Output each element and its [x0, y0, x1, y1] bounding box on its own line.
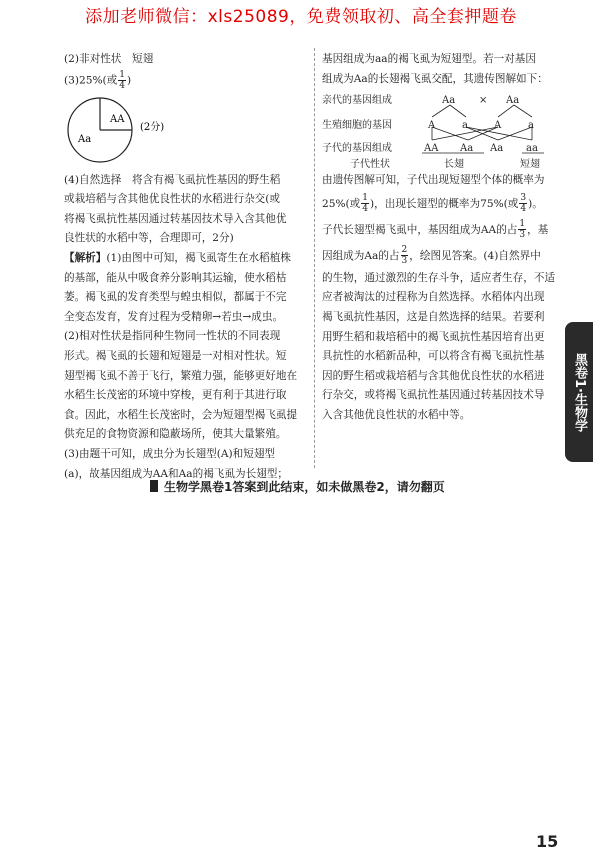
fraction: [401, 245, 409, 266]
text: )。: [528, 197, 543, 210]
end-notice: [150, 478, 445, 495]
analysis-text: (1)由图中可知，褐飞虱寄生在水稻植株: [106, 252, 291, 265]
answer-3: [64, 70, 304, 91]
text: ，绘图见答案。(4)自然界中: [409, 249, 541, 262]
notice-mark-icon: [150, 480, 158, 492]
right-column: [322, 50, 560, 426]
right-line: 组成为Aa的长翅褐飞虱交配，其遗传图解如下：: [322, 72, 548, 85]
answer-3-close: ): [127, 74, 132, 87]
answer-4-line: 或栽培稻与含其他优良性状的水稻进行杂交(或: [64, 193, 281, 206]
answer-4-line: 良性状的水稻中等，合理即可，2分): [64, 232, 234, 245]
analysis-line: 供充足的食物资源和隐蔽场所，使其大量繁殖。: [64, 428, 287, 441]
right-line: 因的野生稻或栽培稻与含其他优良性状的水稻进: [322, 369, 545, 382]
promo-banner: 添加老师微信：xls25089，免费领取初、高全套押题卷: [85, 7, 517, 27]
cross-symbol: ×: [479, 95, 488, 107]
answer-2: (2)非对性状 短翅: [64, 53, 154, 65]
fraction-den: 4: [362, 204, 369, 215]
gamete: A: [494, 120, 502, 132]
analysis-label: 【解析】: [64, 252, 107, 265]
end-notice-text: 生物学黑卷1答案到此结束，如未做黑卷2，请勿翻页: [164, 480, 445, 494]
gamete: a: [528, 120, 534, 132]
offspring-genotype: aa: [526, 143, 538, 155]
right-line: 的生物，通过激烈的生存斗争，适应者生存，不适: [322, 271, 556, 284]
offspring-genotype: Aa: [490, 143, 504, 155]
parent-label: 亲代的基因组成: [322, 95, 392, 107]
right-line: 应者被淘汰的过程称为自然选择。水稻体内出现: [322, 291, 545, 304]
fraction: [118, 70, 126, 91]
analysis-line: (3)由题干可知，成虫分为长翅型(A)和短翅型: [64, 448, 276, 460]
offspring-genotype: Aa: [460, 143, 474, 155]
fraction-num: 1: [362, 193, 369, 204]
right-line: 由遗传图解可知，子代出现短翅型个体的概率为: [322, 174, 545, 187]
gamete: a: [462, 120, 468, 132]
trait-label: 子代性状: [350, 159, 390, 171]
page-number: 15: [536, 832, 559, 851]
fraction-den: 3: [519, 230, 526, 241]
answer-4-line: (4)自然选择 将含有褐飞虱抗性基因的野生稻: [64, 173, 281, 186]
trait-long: 长翅: [444, 159, 464, 171]
probability-line: [322, 191, 560, 217]
text: 子代长翅型褐飞虱中，基因组成为AA的占: [322, 223, 518, 236]
parent-genotype: Aa: [442, 95, 456, 107]
pie-label-aa: AA: [110, 113, 125, 125]
fraction-num: 3: [520, 193, 527, 204]
analysis-line: 水稻生长茂密的环境中穿梭，更有利于其进行取: [64, 389, 287, 402]
pie-chart: [66, 95, 216, 165]
text: 25%(或: [322, 197, 361, 210]
gamete: A: [428, 120, 436, 132]
analysis-line: (2)相对性状是指同种生物同一性状的不同表现: [64, 330, 281, 343]
fraction-num: 2: [401, 245, 408, 256]
fraction: [518, 219, 526, 240]
fraction-den: 4: [520, 204, 527, 215]
analysis-line: 食。因此，水稻生长茂密时，会为短翅型褐飞虱提: [64, 408, 298, 421]
right-line: 行杂交，或将褐飞虱抗性基因通过转基因技术导: [322, 389, 545, 402]
analysis-line: 形式。褐飞虱的长翅和短翅是一对相对性状。短: [64, 350, 287, 363]
fraction-num: 1: [119, 69, 126, 80]
offspring-genotype: AA: [424, 143, 439, 155]
fraction-num: 1: [519, 219, 526, 230]
side-tab: 黑卷1·生物学: [565, 322, 593, 462]
parent-genotype: Aa: [506, 95, 520, 107]
pie-label-aa2: Aa: [78, 133, 92, 145]
right-line: 入含其他优良性状的水稻中等。: [322, 408, 471, 421]
right-line: 具抗性的水稻新品种，可以将含有褐飞虱抗性基: [322, 350, 545, 363]
fraction: [361, 193, 369, 214]
column-divider: [314, 48, 315, 468]
trait-short: 短翅: [520, 159, 540, 171]
text: ，基: [527, 223, 549, 236]
ratio-line: [322, 243, 560, 269]
genetic-cross-diagram: [322, 89, 560, 171]
analysis-line: [64, 249, 304, 269]
right-line: 基因组成为aa的褐飞虱为短翅型。若一对基因: [322, 53, 536, 65]
analysis-line: 全变态发育，发育过程为受精卵→若虫→成虫。: [64, 310, 284, 323]
ratio-line: [322, 217, 560, 243]
left-column: [64, 50, 304, 484]
analysis-line: 翅型褐飞虱不善于飞行，繁殖力强，能够更好地在: [64, 369, 298, 382]
answer-3-text: (3)25%(或: [64, 74, 118, 87]
fraction-den: 4: [119, 80, 126, 91]
fraction: [519, 193, 527, 214]
analysis-line: 萎。褐飞虱的发育类型与蝗虫相似，都属于不完: [64, 291, 287, 304]
gamete-label: 生殖细胞的基因: [322, 120, 392, 132]
right-line: 用野生稻和栽培稻中的褐飞虱抗性基因培育出更: [322, 330, 545, 343]
analysis-line: (a)，故基因组成为AA和Aa的褐飞虱为长翅型；: [64, 467, 288, 480]
right-line: 褐飞虱抗性基因，这是自然选择的结果。若要利: [322, 310, 545, 323]
offspring-label: 子代的基因组成: [322, 143, 392, 155]
answer-4-line: 将褐飞虱抗性基因通过转基因技术导入含其他优: [64, 212, 287, 225]
fraction-den: 3: [401, 256, 408, 267]
text: )，出现长翅型的概率为75%(或: [370, 197, 519, 210]
text: 因组成为Aa的占: [322, 249, 400, 262]
analysis-line: 的基部，能从中吸食养分影响其运输，使水稻枯: [64, 271, 287, 284]
pie-score: (2分): [140, 121, 165, 133]
